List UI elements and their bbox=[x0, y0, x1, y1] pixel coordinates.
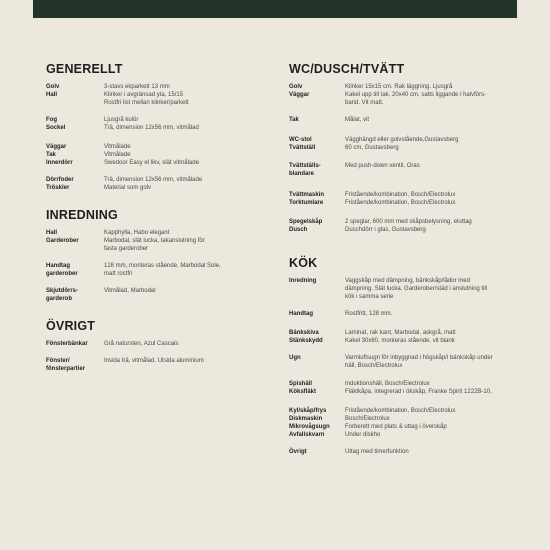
spec-value bbox=[345, 136, 514, 152]
spec-value-line: Induktionshäll, Bosch/Electrolux bbox=[345, 381, 430, 387]
spec-value bbox=[104, 83, 266, 107]
spec-value bbox=[345, 83, 514, 107]
spec-value-line: 60 cm, Gustavsberg bbox=[345, 145, 399, 151]
spec-value bbox=[345, 116, 514, 124]
spec-row bbox=[46, 116, 266, 132]
spec-label bbox=[289, 354, 345, 370]
spec-label-line: Fönsterbänkar bbox=[46, 341, 88, 347]
spec-value-line: Vitmålade bbox=[104, 144, 131, 150]
spec-value-line: 2 speglar, 600 mm med skåpsbelysning, eluttag bbox=[345, 219, 472, 225]
spec-row bbox=[289, 191, 514, 207]
spec-value-line: Ljusgrå kulör bbox=[104, 117, 139, 123]
section-inredning bbox=[46, 208, 266, 303]
spec-value bbox=[345, 448, 514, 456]
spec-label-line: Hall bbox=[46, 92, 58, 98]
spec-label-line: Övrigt bbox=[289, 449, 307, 455]
spec-label-line: Handtag bbox=[289, 311, 313, 317]
spec-value-line: Vaggskåp med dämpning, bänkskåp/lådor med bbox=[345, 278, 470, 284]
spec-row bbox=[289, 448, 514, 456]
spec-value bbox=[104, 357, 266, 373]
spec-value bbox=[345, 191, 514, 207]
spec-label bbox=[289, 83, 345, 107]
spec-value bbox=[104, 143, 266, 167]
spec-label-line: Hall bbox=[46, 230, 58, 236]
spec-value-line: Fristående/kombination, Bosch/Electrolux bbox=[345, 192, 456, 198]
spec-row bbox=[46, 340, 266, 348]
spec-value-line: Under diskho bbox=[345, 432, 381, 438]
spec-value-line: Med push-down ventil, Oras bbox=[345, 163, 420, 169]
spec-label bbox=[289, 448, 345, 456]
spec-row bbox=[289, 329, 514, 345]
spec-label-line: Tvättställs- bbox=[289, 163, 321, 169]
spec-row bbox=[46, 229, 266, 253]
spec-value-line: Duschdörr i glas, Gustavsberg bbox=[345, 227, 426, 233]
spec-value-line: matt rostfri bbox=[104, 271, 133, 277]
spec-value-line: Fristående/kombination, Bosch/Electrolux bbox=[345, 408, 456, 414]
spec-label bbox=[46, 229, 104, 253]
spec-label-line: Avfallskvarn bbox=[289, 432, 325, 438]
spec-label bbox=[46, 262, 104, 278]
spec-label-line: WC-stol bbox=[289, 137, 312, 143]
spec-value-line: fasta garderober bbox=[104, 246, 149, 252]
section-wc-dusch-tvätt bbox=[289, 62, 514, 234]
spec-label bbox=[289, 380, 345, 396]
spec-label-line: Köksfläkt bbox=[289, 389, 317, 395]
header-bar bbox=[33, 0, 517, 18]
spec-label bbox=[289, 191, 345, 207]
spec-value-line: Kakel upp till tak, 20x40 cm, satts liggande i halvförs- bbox=[345, 92, 487, 98]
spec-value-line: Laminat, rak kant, Marbodal, askgrå, matt bbox=[345, 330, 456, 336]
spec-label-line: Skjutdörrs- bbox=[46, 288, 79, 294]
section-title: GENERELLT bbox=[46, 62, 123, 76]
spec-label-line: Väggar bbox=[289, 92, 310, 98]
spec-value-line: dämpning. Slät lucka. Garderober/städ i anslutning till bbox=[345, 286, 488, 292]
section-title: INREDNING bbox=[46, 208, 118, 222]
spec-row bbox=[46, 357, 266, 373]
spec-label-line: Golv bbox=[289, 84, 303, 90]
spec-value-line: 3-stavs ekparkett 13 mm bbox=[104, 84, 170, 90]
spec-value bbox=[345, 380, 514, 396]
spec-value-line: Rostfri list mellan klinker/parkett bbox=[104, 100, 189, 106]
spec-value bbox=[345, 354, 514, 370]
spec-value-line: Vitmålad, Marbodal bbox=[104, 288, 156, 294]
spec-value-line: Swedoor Easy el likv, slät vitmålade bbox=[104, 160, 199, 166]
spec-label bbox=[289, 329, 345, 345]
section-title: ÖVRIGT bbox=[46, 319, 96, 333]
spec-label-line: Ugn bbox=[289, 355, 301, 361]
spec-label-line: Tvättställ bbox=[289, 145, 316, 151]
spec-value-line: Klinker i avgränsad yta, 15/15 bbox=[104, 92, 184, 98]
spec-value-line: Insida trä, vitmålad. Utsida aluminium bbox=[104, 358, 204, 364]
left-column bbox=[46, 62, 266, 389]
spec-label-line: Innerdörr bbox=[46, 160, 73, 166]
spec-label-line: Dörrfoder bbox=[46, 177, 74, 183]
spec-label bbox=[46, 143, 104, 167]
spec-label-line: Tvättmaskin bbox=[289, 192, 325, 198]
spec-label bbox=[289, 136, 345, 152]
spec-label-line: Mikrovågsugn bbox=[289, 424, 330, 430]
spec-value-line: Bosch/Electrolux bbox=[345, 416, 390, 422]
spec-value bbox=[345, 329, 514, 345]
spec-value-line: Material som golv bbox=[104, 185, 152, 191]
spec-label-line: garderob bbox=[46, 296, 73, 302]
spec-value-line: band. Vit matt. bbox=[345, 100, 384, 106]
spec-label-line: Tröskler bbox=[46, 185, 70, 191]
spec-label bbox=[289, 116, 345, 124]
spec-label-line: Spegelskåp bbox=[289, 219, 323, 225]
spec-label-line: Fönster/ bbox=[46, 358, 70, 364]
spec-value-line: Fläktkåpa, integrerad i ökskåp, Franke Spirit 1222B-10, bbox=[345, 389, 492, 395]
spec-label-line: Tak bbox=[289, 117, 299, 123]
spec-label bbox=[46, 83, 104, 107]
spec-value-line: kök i samma serie bbox=[345, 294, 394, 300]
spec-value-line: Kapphylla, Habo elegant bbox=[104, 230, 170, 236]
spec-row bbox=[289, 407, 514, 439]
spec-label bbox=[289, 407, 345, 439]
spec-row bbox=[289, 116, 514, 124]
spec-label bbox=[46, 176, 104, 192]
spec-row bbox=[289, 218, 514, 234]
spec-value bbox=[104, 176, 266, 192]
spec-label bbox=[289, 277, 345, 301]
section-övrigt bbox=[46, 319, 266, 373]
spec-label bbox=[46, 116, 104, 132]
spec-label-line: Garderober bbox=[46, 238, 79, 244]
spec-value-line: Vitmålade bbox=[104, 152, 131, 158]
spec-row bbox=[289, 354, 514, 370]
spec-label bbox=[289, 310, 345, 318]
spec-row bbox=[289, 83, 514, 107]
spec-label-line: Handtag bbox=[46, 263, 70, 269]
spec-value-line: Trä, dimension 12x56 mm, vitmålade bbox=[104, 177, 203, 183]
spec-value-line: Forberett med plats & uttag i överskåp bbox=[345, 424, 447, 430]
spec-label-line: Kyl/skåp/frys bbox=[289, 408, 327, 414]
spec-label bbox=[289, 218, 345, 234]
spec-value-line: Klinker 15x15 cm. Rak läggning. Ljusgrå bbox=[345, 84, 453, 90]
spec-value-line: Marbodal, slät lucka, takanslutning för bbox=[104, 238, 205, 244]
spec-label-line: Diskmaskin bbox=[289, 416, 323, 422]
right-column bbox=[289, 62, 514, 472]
spec-row bbox=[289, 310, 514, 318]
spec-value-line: Uttag med timerfunktion bbox=[345, 449, 409, 455]
spec-value bbox=[104, 287, 266, 303]
spec-value bbox=[345, 277, 514, 301]
section-title: WC/DUSCH/TVÄTT bbox=[289, 62, 405, 76]
spec-label-line: Bänkskiva bbox=[289, 330, 319, 336]
spec-value bbox=[345, 218, 514, 234]
spec-value-line: Grå natursten, Azul Cascais bbox=[104, 341, 179, 347]
spec-value-line: Varmluftsugn för inbyggnad i högskåp/i bänkskåp under bbox=[345, 355, 493, 361]
spec-value bbox=[104, 116, 266, 132]
section-generellt bbox=[46, 62, 266, 192]
spec-value-line: Målat, vit bbox=[345, 117, 370, 123]
spec-row bbox=[289, 162, 514, 178]
spec-value-line: Fristående/kombination, Bosch/Electrolux bbox=[345, 200, 456, 206]
spec-label-line: garderober bbox=[46, 271, 78, 277]
spec-row bbox=[46, 287, 266, 303]
spec-value bbox=[345, 310, 514, 318]
spec-value-line: Trä, dimension 12x56 mm, vitmålad bbox=[104, 125, 199, 131]
spec-label-line: Väggar bbox=[46, 144, 67, 150]
spec-row bbox=[289, 380, 514, 396]
spec-label-line: Stänkskydd bbox=[289, 338, 323, 344]
spec-label bbox=[46, 340, 104, 348]
spec-value-line: häll, Bosch/Electrolux bbox=[345, 363, 403, 369]
spec-label-line: fönsterpartier bbox=[46, 366, 86, 372]
spec-label-line: Golv bbox=[46, 84, 60, 90]
spec-row bbox=[46, 143, 266, 167]
spec-value bbox=[104, 340, 266, 348]
spec-value-line: Kakel 30x60, monteras stående, vit blank bbox=[345, 338, 455, 344]
spec-label bbox=[46, 357, 104, 373]
spec-value-line: Rostfritt, 128 mm. bbox=[345, 311, 393, 317]
spec-row bbox=[46, 176, 266, 192]
spec-label-line: Torktumlare bbox=[289, 200, 324, 206]
spec-label bbox=[289, 162, 345, 178]
spec-row bbox=[289, 136, 514, 152]
spec-label-line: Spishäll bbox=[289, 381, 313, 387]
spec-label-line: Dusch bbox=[289, 227, 308, 233]
section-title: KÖK bbox=[289, 256, 318, 270]
section-kök bbox=[289, 256, 514, 456]
spec-row bbox=[46, 262, 266, 278]
spec-label-line: Tak bbox=[46, 152, 56, 158]
spec-value bbox=[104, 229, 266, 253]
spec-value-line: Vägghängd eller golvstående,Gustavsberg bbox=[345, 137, 459, 143]
spec-label-line: Sockel bbox=[46, 125, 66, 131]
spec-label-line: Inredning bbox=[289, 278, 317, 284]
spec-row bbox=[289, 277, 514, 301]
spec-label-line: Fog bbox=[46, 117, 57, 123]
spec-value bbox=[345, 407, 514, 439]
spec-value-line: 128 mm, monteras stående, Marbodal Sole, bbox=[104, 263, 221, 269]
spec-row bbox=[46, 83, 266, 107]
spec-label bbox=[46, 287, 104, 303]
spec-label-line: blandare bbox=[289, 171, 315, 177]
spec-value bbox=[345, 162, 514, 178]
spec-value bbox=[104, 262, 266, 278]
